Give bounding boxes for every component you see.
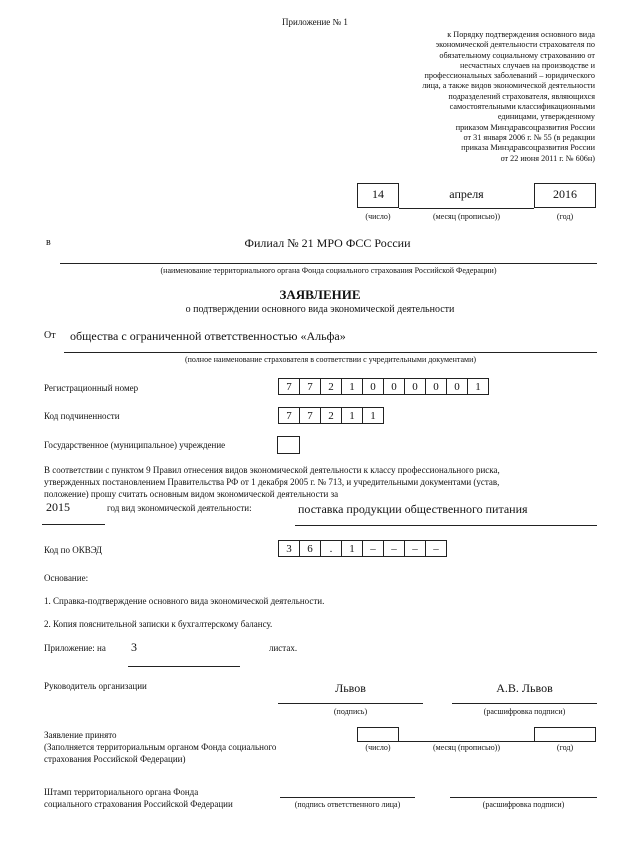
gov-institution-box: [277, 436, 300, 454]
reg-number-cells: [278, 378, 489, 395]
okved-cell: –: [404, 540, 426, 557]
attachment-label: Приложение: на: [44, 643, 106, 653]
from-name: общества с ограниченной ответственностью «Альфа»: [70, 329, 346, 343]
accepted-note-2: страхования Российской Федерации): [44, 754, 186, 764]
accepted-day-box: [357, 727, 399, 742]
okved-cell: 3: [278, 540, 300, 557]
date-year: 2016: [553, 187, 577, 201]
okved-cell: .: [320, 540, 342, 557]
reg-digit: 0: [404, 378, 426, 395]
sub-digit: 7: [278, 407, 300, 424]
document-title: ЗАЯВЛЕНИЕ: [279, 287, 361, 302]
from-caption: (полное наименование страхователя в соответствии с учредительными документами): [184, 355, 477, 364]
request-line: положение) прошу считать основным видом экономической деятельности за: [44, 489, 339, 499]
request-line: В соответствии с пунктом 9 Правил отнесения видов экономической деятельности к классу профессионального риска,: [44, 465, 500, 475]
reg-digit: 7: [278, 378, 300, 395]
recipient-prefix: в: [46, 237, 51, 248]
stamp-name-caption: (расшифровка подписи): [482, 800, 565, 809]
request-line: утвержденных постановлением Правительства РФ от 1 декабря 2005 г. № 713, и учредительными документами (устав,: [44, 477, 500, 487]
stamp-line-1: Штамп территориального органа Фонда: [44, 787, 199, 797]
sub-digit: 1: [341, 407, 363, 424]
sub-digit: 2: [320, 407, 342, 424]
reg-digit: 0: [425, 378, 447, 395]
reg-digit: 1: [467, 378, 489, 395]
stamp-line-2: социального страхования Российской Федерации: [44, 799, 233, 809]
okved-cell: 1: [341, 540, 363, 557]
appendix-line: несчастных случаев на производстве и: [460, 60, 595, 70]
okved-cell: –: [425, 540, 447, 557]
appendix-line: обязательному социальному страхованию от: [439, 50, 595, 60]
sub-digit: 7: [299, 407, 321, 424]
sub-digit: 1: [362, 407, 384, 424]
date-day-caption: (число): [365, 212, 391, 221]
accepted-month-caption: (месяц (прописью)): [433, 743, 500, 752]
appendix-line: приказом Минздравсоцразвития России: [455, 122, 595, 132]
okved-cell: –: [362, 540, 384, 557]
okved-cell: –: [383, 540, 405, 557]
head-sig-caption: (подпись): [333, 707, 368, 716]
attachment-suffix: листах.: [269, 643, 298, 653]
accepted-label: Заявление принято: [44, 730, 117, 740]
reg-digit: 0: [383, 378, 405, 395]
okved-cell: 6: [299, 540, 321, 557]
accepted-year-box: [534, 727, 596, 742]
basis-item-2: 2. Копия пояснительной записки к бухгалтерскому балансу.: [44, 619, 273, 629]
recipient-caption: (наименование территориального органа Фонда социального страхования Российской Федерации): [160, 266, 497, 275]
appendix-line: экономической деятельности страхователя по: [435, 40, 595, 50]
appendix-line: приказа Минздравсоцразвития России: [461, 143, 595, 153]
reg-digit: 7: [299, 378, 321, 395]
date-month-caption: (месяц (прописью)): [433, 212, 500, 221]
appendix-reference: [420, 30, 595, 164]
head-label: Руководитель организации: [44, 681, 147, 691]
appendix-line: лица, а также видов экономической деятельности: [422, 81, 595, 91]
date-year-caption: (год): [556, 212, 574, 221]
recipient-name: Филиал № 21 МРО ФСС России: [244, 236, 411, 250]
date-day: 14: [372, 187, 384, 201]
from-prefix: От: [44, 330, 56, 341]
accepted-note-1: (Заполняется территориальным органом Фонда социального: [44, 742, 277, 752]
basis-item-1: 1. Справка-подтверждение основного вида экономической деятельности.: [44, 596, 325, 606]
sub-code-cells: [278, 407, 384, 424]
stamp-sig-caption: (подпись ответственного лица): [294, 800, 401, 809]
okved-cells: [278, 540, 447, 557]
reg-digit: 2: [320, 378, 342, 395]
appendix-line: от 22 июня 2011 г. № 606н): [500, 153, 595, 163]
appendix-line: единицами, утвержденному: [497, 112, 595, 122]
document-subtitle: о подтверждении основного вида экономической деятельности: [185, 304, 455, 315]
sub-code-label: Код подчиненности: [44, 411, 120, 421]
attachment-count: 3: [131, 640, 137, 654]
appendix-line: самостоятельными классификационными: [449, 102, 595, 112]
okved-label: Код по ОКВЭД: [44, 545, 103, 555]
head-name-caption: (расшифровка подписи): [483, 707, 566, 716]
activity-name: поставка продукции общественного питания: [298, 502, 528, 516]
appendix-line: подразделений страхователя, являющихся: [448, 91, 595, 101]
accepted-year-caption: (год): [556, 743, 574, 752]
reg-number-label: Регистрационный номер: [44, 383, 139, 393]
reg-digit: 0: [446, 378, 468, 395]
head-name: А.В. Львов: [496, 681, 553, 695]
reg-digit: 1: [341, 378, 363, 395]
appendix-line: от 31 января 2006 г. № 55 (в редакции: [463, 132, 595, 142]
request-year-suffix: год вид экономической деятельности:: [107, 503, 252, 513]
request-text: [44, 464, 500, 500]
appendix-line: профессиональных заболеваний – юридического: [424, 71, 595, 81]
request-year: 2015: [46, 500, 70, 514]
accepted-day-caption: (число): [365, 743, 391, 752]
head-signature: Львов: [335, 681, 366, 695]
appendix-line: к Порядку подтверждения основного вида: [447, 30, 595, 39]
date-month: апреля: [449, 187, 484, 201]
basis-label: Основание:: [44, 573, 89, 583]
reg-digit: 0: [362, 378, 384, 395]
appendix-title: Приложение № 1: [282, 17, 348, 27]
gov-institution-label: Государственное (муниципальное) учреждение: [44, 440, 226, 450]
